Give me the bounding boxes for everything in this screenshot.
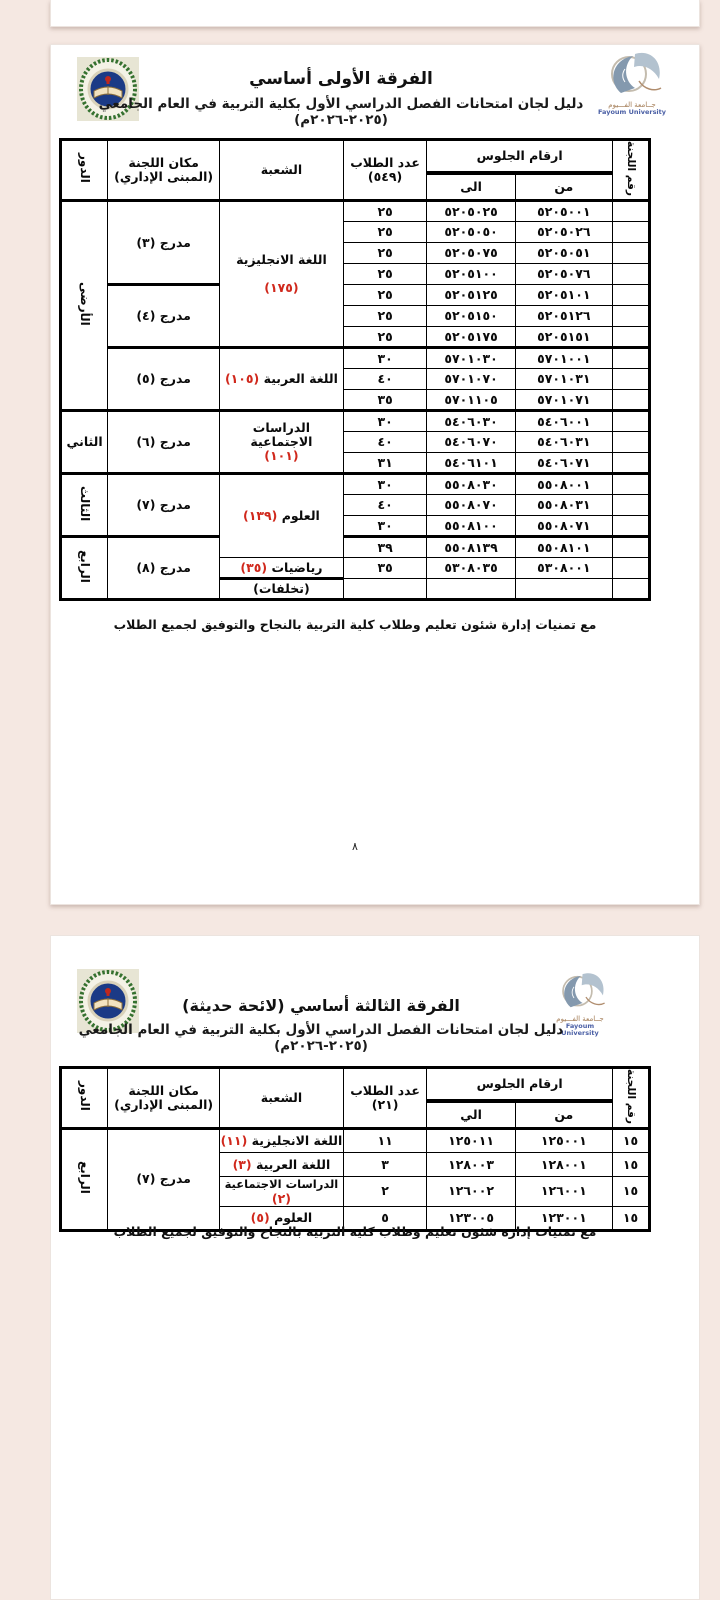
col-header-to: الى — [427, 173, 515, 201]
col-header-division: الشعبة — [220, 1068, 344, 1129]
seat-from: ٥٥٠٨٠٧١ — [515, 516, 612, 537]
seat-to: ٥٤٠٦٠٧٠ — [427, 432, 515, 453]
col-header-committee-number: رقم اللجنة — [612, 140, 649, 201]
committee-cell — [612, 222, 649, 243]
student-count: ٣ — [343, 1153, 427, 1177]
committee-cell: ١٥ — [612, 1129, 649, 1153]
student-count: ٣٩ — [343, 537, 427, 558]
committee-cell — [612, 369, 649, 390]
student-count: ٢٥ — [343, 327, 427, 348]
seat-to: ٥٧٠١١٠٥ — [427, 390, 515, 411]
seat-from: ١٢٣٠٠١ — [515, 1206, 612, 1230]
logo-caption-english: Fayoum University — [597, 108, 667, 116]
floor-fourth: الرابع — [61, 537, 108, 600]
floor-ground: الأرضى — [61, 201, 108, 411]
col-header-from: من — [515, 1101, 612, 1129]
venue-hall-7: مدرج (٧) — [108, 474, 220, 537]
seat-to: ٥٢٠٥٠٥٠ — [427, 222, 515, 243]
student-count: ٤٠ — [343, 495, 427, 516]
page2-header — [61, 996, 581, 1054]
venue-hall-4: مدرج (٤) — [108, 285, 220, 348]
seat-to: ٥٢٠٥١٢٥ — [427, 285, 515, 306]
seat-to — [427, 579, 515, 600]
table-row — [61, 348, 650, 369]
seat-to: ١٢٦٠٠٢ — [427, 1177, 515, 1207]
seat-to: ١٢٨٠٠٣ — [427, 1153, 515, 1177]
committee-cell — [612, 495, 649, 516]
seat-to: ٥٣٠٨٠٣٥ — [427, 558, 515, 579]
seat-from: ٥٧٠١٠٧١ — [515, 390, 612, 411]
seat-from: ٥٧٠١٠٠١ — [515, 348, 612, 369]
division-english: اللغة الانجليزية (١١) — [220, 1129, 344, 1153]
seat-from: ٥٢٠٥١٥١ — [515, 327, 612, 348]
seat-from: ١٢٥٠٠١ — [515, 1129, 612, 1153]
seat-from: ٥٣٠٨٠٠١ — [515, 558, 612, 579]
seat-from: ١٢٨٠٠١ — [515, 1153, 612, 1177]
committee-cell — [612, 264, 649, 285]
division-social-studies: الدراسات الاجتماعية (١٠١) — [220, 411, 344, 474]
student-count: ٢٥ — [343, 306, 427, 327]
page1-footer-wishes: مع تمنيات إدارة شئون تعليم وطلاب كلية التربية بالنجاح والتوفيق لجميع الطلاب — [113, 617, 597, 632]
col-header-floor: الدور — [61, 140, 108, 201]
seat-from: ٥٧٠١٠٣١ — [515, 369, 612, 390]
document-page-2 — [50, 935, 700, 1600]
seat-to: ٥٧٠١٠٣٠ — [427, 348, 515, 369]
division-arabic: اللغة العربية (٣) — [220, 1153, 344, 1177]
committee-cell — [612, 348, 649, 369]
table-row — [61, 285, 650, 306]
col-header-student-count: عدد الطلاب (٥٤٩) — [343, 140, 427, 201]
committee-cell: ١٥ — [612, 1206, 649, 1230]
student-count: ٣١ — [343, 453, 427, 474]
seat-from: ١٢٦٠٠١ — [515, 1177, 612, 1207]
seat-from: ٥٤٠٦٠٠١ — [515, 411, 612, 432]
committee-cell — [612, 390, 649, 411]
page2-subtitle: دليل لجان امتحانات الفصل الدراسي الأول بكلية التربية في العام الجامعي (٢٠٢٥-٢٠٢٦م) — [78, 1022, 564, 1054]
logo-caption-arabic: جــامعة الفـــيوم — [608, 101, 656, 109]
committee-cell — [612, 285, 649, 306]
seat-to: ٥٧٠١٠٧٠ — [427, 369, 515, 390]
division-backlog: (تخلفات) — [220, 579, 344, 600]
page2-footer-wishes: مع تمنيات إدارة شئون تعليم وطلاب كلية التربية بالنجاح والتوفيق لجميع الطلاب — [113, 1224, 597, 1239]
venue-hall-5: مدرج (٥) — [108, 348, 220, 411]
student-count: ٣٠ — [343, 474, 427, 495]
seat-to: ٥٢٠٥٠٢٥ — [427, 201, 515, 222]
col-header-to: الي — [427, 1101, 515, 1129]
committee-cell — [612, 579, 649, 600]
seat-from: ٥٤٠٦٠٣١ — [515, 432, 612, 453]
seat-from: ٥٢٠٥٠٧٦ — [515, 264, 612, 285]
committee-cell — [612, 411, 649, 432]
student-count: ٣٠ — [343, 348, 427, 369]
floor-fourth: الرابع — [61, 1129, 108, 1231]
committee-cell — [612, 243, 649, 264]
document-page-1 — [50, 44, 700, 905]
seat-from: ٥٢٠٥١٢٦ — [515, 306, 612, 327]
seat-to: ٥٤٠٦٠٣٠ — [427, 411, 515, 432]
seat-from: ٥٥٠٨١٠١ — [515, 537, 612, 558]
table-row — [61, 1129, 650, 1153]
student-count — [343, 579, 427, 600]
col-header-division: الشعبة — [220, 140, 344, 201]
student-count: ١١ — [343, 1129, 427, 1153]
student-count: ٣٠ — [343, 411, 427, 432]
committee-cell — [612, 327, 649, 348]
division-science: العلوم (١٣٩) — [220, 474, 344, 558]
student-count: ٣٠ — [343, 516, 427, 537]
student-count: ٢٥ — [343, 201, 427, 222]
committee-cell — [612, 516, 649, 537]
venue-hall-6: مدرج (٦) — [108, 411, 220, 474]
seat-from: ٥٥٠٨٠٠١ — [515, 474, 612, 495]
seat-from: ٥٢٠٥٠٢٦ — [515, 222, 612, 243]
division-social-studies: الدراسات الاجتماعية (٢) — [220, 1177, 344, 1207]
table-row — [61, 474, 650, 495]
page-number: ٨ — [352, 840, 358, 853]
seat-to: ٥٤٠٦١٠١ — [427, 453, 515, 474]
logo-caption-arabic: جــامعة الفـــيوم — [556, 1015, 604, 1023]
committee-cell — [612, 474, 649, 495]
table-row — [61, 201, 650, 222]
seat-to: ١٢٣٠٠٥ — [427, 1206, 515, 1230]
seat-to: ٥٢٠٥٠٧٥ — [427, 243, 515, 264]
col-header-floor: الدور — [61, 1068, 108, 1129]
col-header-venue: مكان اللجنة (المبنى الإداري) — [108, 1068, 220, 1129]
seat-to: ٥٢٠٥١٠٠ — [427, 264, 515, 285]
seat-to: ٥٥٠٨١٠٠ — [427, 516, 515, 537]
division-math: رياضيات (٣٥) — [220, 558, 344, 579]
page1-subtitle: دليل لجان امتحانات الفصل الدراسي الأول بكلية التربية في العام الجامعي (٢٠٢٥-٢٠٢٦م) — [98, 96, 584, 128]
venue-hall-3: مدرج (٣) — [108, 201, 220, 285]
student-count: ٢٥ — [343, 285, 427, 306]
student-count: ٢٥ — [343, 243, 427, 264]
committee-cell — [612, 453, 649, 474]
floor-second: الثاني — [61, 411, 108, 474]
col-header-student-count: عدد الطلاب (٢١) — [343, 1068, 427, 1129]
seat-to: ٥٥٠٨١٣٩ — [427, 537, 515, 558]
col-header-seating-numbers: ارقام الجلوس — [427, 1068, 613, 1101]
seat-from: ٥٢٠٥٠٠١ — [515, 201, 612, 222]
division-arabic: اللغة العربية (١٠٥) — [220, 348, 344, 411]
seat-from: ٥٢٠٥٠٥١ — [515, 243, 612, 264]
committee-cell — [612, 432, 649, 453]
venue-hall-7: مدرج (٧) — [108, 1129, 220, 1231]
venue-hall-8: مدرج (٨) — [108, 537, 220, 600]
seat-to: ٥٥٠٨٠٣٠ — [427, 474, 515, 495]
seat-from — [515, 579, 612, 600]
committee-cell — [612, 306, 649, 327]
division-science: العلوم (٥) — [220, 1206, 344, 1230]
col-header-committee-number: رقم اللجنة — [612, 1068, 649, 1129]
division-english: اللغة الانجليزية (١٧٥) — [220, 201, 344, 348]
col-header-from: من — [515, 173, 612, 201]
table-row — [61, 411, 650, 432]
committee-cell: ١٥ — [612, 1153, 649, 1177]
page2-title: الفرقة الثالثة أساسي (لائحة حديثة) — [182, 996, 460, 1015]
seat-to: ٥٢٠٥١٥٠ — [427, 306, 515, 327]
logo-caption-english: Fayoum University — [561, 1022, 599, 1037]
student-count: ٢٥ — [343, 264, 427, 285]
student-count: ٣٥ — [343, 390, 427, 411]
col-header-seating-numbers: ارقام الجلوس — [427, 140, 613, 173]
committee-cell — [612, 537, 649, 558]
student-count: ٣٥ — [343, 558, 427, 579]
committee-cell — [612, 201, 649, 222]
committee-cell — [612, 558, 649, 579]
committee-cell: ١٥ — [612, 1177, 649, 1207]
col-header-venue: مكان اللجنة (المبنى الإداري) — [108, 140, 220, 201]
student-count: ٤٠ — [343, 432, 427, 453]
page1-header — [61, 69, 621, 128]
seat-from: ٥٤٠٦٠٧١ — [515, 453, 612, 474]
seat-to: ٥٢٠٥١٧٥ — [427, 327, 515, 348]
seat-from: ٥٥٠٨٠٣١ — [515, 495, 612, 516]
seat-to: ١٢٥٠١١ — [427, 1129, 515, 1153]
student-count: ٤٠ — [343, 369, 427, 390]
exam-schedule-table-2 — [59, 1066, 651, 1232]
student-count: ٢ — [343, 1177, 427, 1207]
seat-from: ٥٢٠٥١٠١ — [515, 285, 612, 306]
floor-third: الثالث — [61, 474, 108, 537]
exam-schedule-table-1 — [59, 138, 651, 601]
page1-title: الفرقة الأولى أساسي — [249, 69, 433, 89]
seat-to: ٥٥٠٨٠٧٠ — [427, 495, 515, 516]
student-count: ٢٥ — [343, 222, 427, 243]
table-row — [61, 537, 650, 558]
student-count: ٥ — [343, 1206, 427, 1230]
previous-page-edge — [50, 0, 700, 27]
